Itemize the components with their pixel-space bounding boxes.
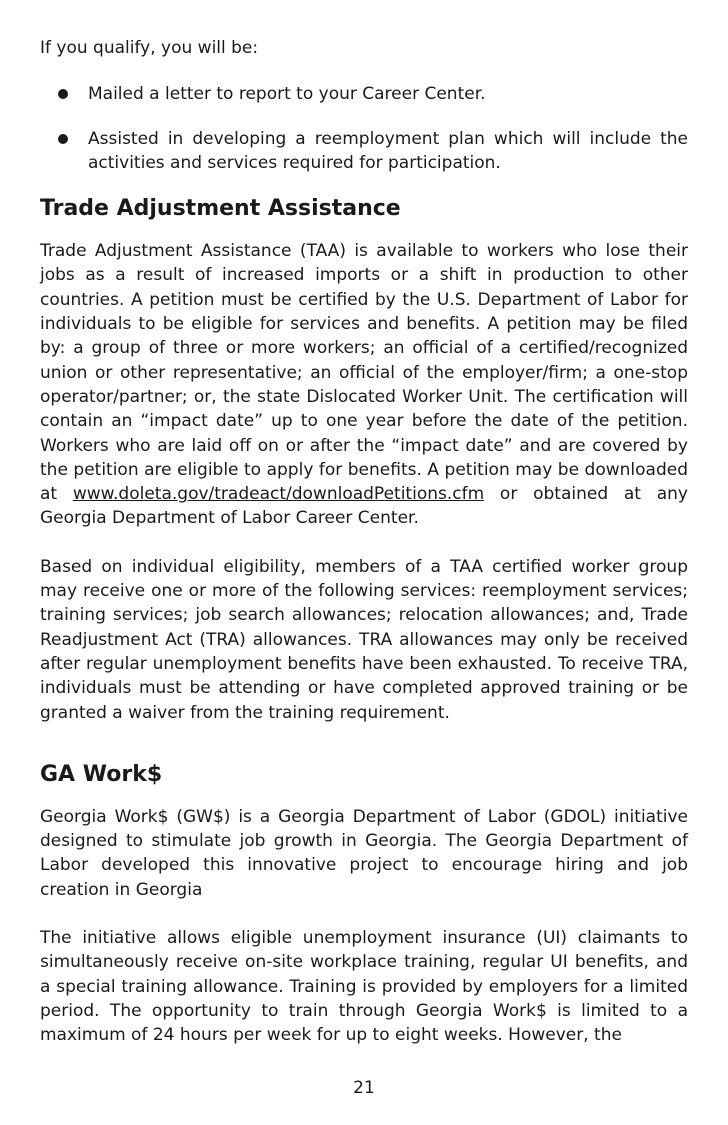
gaworks-paragraph-2: The initiative allows eligible unemployment insurance (UI) claimants to simultaneously receive on-site workplace training, regular UI benefits, and a special training allowance. Training is provided by employers for a limited period. The opportunity to train through Georgia Work$ is limited to a maximum of 24 hours per week for up to eight weeks. However, the [40, 928, 688, 1046]
page-number: 21 [353, 1078, 375, 1098]
intro-text: If you qualify, you will be: [40, 38, 259, 58]
taa-heading: Trade Adjustment Assistance [40, 196, 401, 222]
taa-paragraph-1 [40, 239, 688, 531]
qualification-list [40, 82, 688, 175]
list-item [40, 82, 688, 106]
taa-paragraph-2: Based on individual eligibility, members of a TAA certified worker group may receive one or more of the following services: reemployment services; training services; job search allowances; relocation allowances; and, Trade Readjustment Act (TRA) allowances. TRA allowances may only be received after regular unemployment benefits have been exhausted. To receive TRA, individuals must be attending or have completed approved training or be granted a waiver from the training requirement. [40, 556, 688, 723]
list-item-text: Assisted in developing a reemployment plan which will include the activities and services required for participation. [88, 128, 688, 173]
bullet-icon [58, 89, 68, 99]
petition-download-link[interactable]: www.doleta.gov/tradeact/downloadPetitions.cfm [72, 484, 485, 505]
gaworks-paragraph-1: Georgia Work$ (GW$) is a Georgia Department of Labor (GDOL) initiative designed to stimulate job growth in Georgia. The Georgia Department of Labor developed this innovative project to encourage hiring and job creation in Georgia [40, 806, 688, 900]
taa-text-before-link: Trade Adjustment Assistance (TAA) is available to workers who lose their jobs as a result of increased imports or a shift in production to other countries. A petition must be certified by the U.S. Department of Labor for individuals to be eligible for services and benefits. A petition may be filed by: a group of three or more workers; an official of a certified/recognized union or other representative; an official of the employer/firm; a one-stop operator/partner; or, the state Dislocated Worker Unit. The certification will contain an “impact date” up to one year before the date of the petition. Workers who are laid off on or after the “impact date” and are covered by the petition are eligible to apply for benefits. A petition may be downloaded at [40, 241, 688, 505]
gaworks-heading: GA Work$ [40, 761, 163, 787]
list-item-text: Mailed a letter to report to your Career Center. [88, 84, 486, 105]
bullet-icon [58, 134, 68, 144]
list-item [40, 127, 688, 176]
taa-text-after-link: or obtained at any Georgia Department of Labor Career Center. [40, 484, 688, 529]
